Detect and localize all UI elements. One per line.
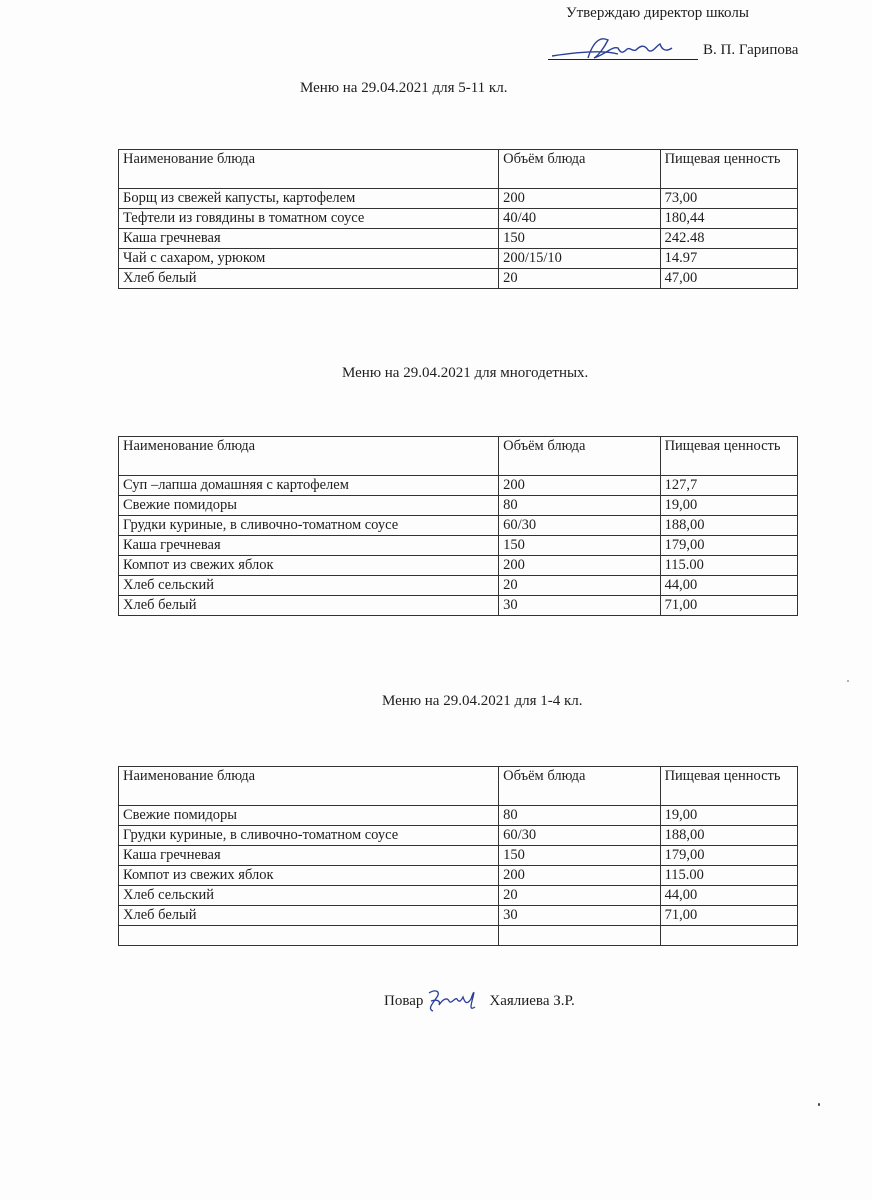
menu-title-1-4: Меню на 29.04.2021 для 1-4 кл. (382, 693, 583, 709)
table-row-empty (119, 926, 798, 946)
menu-table-1-4 (118, 766, 798, 946)
table-row (119, 496, 798, 516)
portion: 80 (499, 496, 660, 516)
table-row (119, 536, 798, 556)
cook-signature-icon (425, 987, 483, 1015)
director-name: В. П. Гарипова (703, 42, 799, 58)
nutrition: 180,44 (660, 209, 797, 229)
dish-name: Чай с сахаром, урюком (119, 249, 499, 269)
table-row (119, 576, 798, 596)
nutrition: 242.48 (660, 229, 797, 249)
portion: 200 (499, 556, 660, 576)
nutrition: 188,00 (660, 826, 797, 846)
table-row (119, 556, 798, 576)
table-row (119, 906, 798, 926)
table-row (119, 596, 798, 616)
table-row (119, 806, 798, 826)
nutrition: 71,00 (660, 906, 797, 926)
portion (499, 926, 660, 946)
table-row (119, 886, 798, 906)
column-header-dish: Наименование блюда (119, 767, 499, 806)
nutrition: 44,00 (660, 576, 797, 596)
nutrition: 44,00 (660, 886, 797, 906)
dish-name: Свежие помидоры (119, 496, 499, 516)
dish-name: Грудки куриные, в сливочно-томатном соусе (119, 516, 499, 536)
portion: 150 (499, 846, 660, 866)
menu-table-5-11 (118, 149, 798, 289)
portion: 200 (499, 189, 660, 209)
dish-name: Свежие помидоры (119, 806, 499, 826)
portion: 30 (499, 596, 660, 616)
table-row (119, 209, 798, 229)
portion: 20 (499, 886, 660, 906)
nutrition: 14.97 (660, 249, 797, 269)
menu-table-large-families (118, 436, 798, 616)
nutrition: 127,7 (660, 476, 797, 496)
portion: 60/30 (499, 516, 660, 536)
table-row (119, 516, 798, 536)
nutrition: 179,00 (660, 536, 797, 556)
cook-name: Хаялиева З.Р. (489, 992, 575, 1009)
director-signature (548, 34, 698, 64)
nutrition: 115.00 (660, 866, 797, 886)
cook-signature-block (384, 987, 575, 1015)
dish-name: Хлеб сельский (119, 576, 499, 596)
signature-underline (548, 59, 698, 60)
nutrition: 19,00 (660, 806, 797, 826)
dish-name: Хлеб белый (119, 906, 499, 926)
portion: 200/15/10 (499, 249, 660, 269)
nutrition: 47,00 (660, 269, 797, 289)
portion: 20 (499, 269, 660, 289)
column-header-nutrition: Пищевая ценность (660, 150, 797, 189)
dish-name: Хлеб белый (119, 596, 499, 616)
scan-speck (818, 1103, 820, 1106)
nutrition: 115.00 (660, 556, 797, 576)
portion: 60/30 (499, 826, 660, 846)
dish-name: Суп –лапша домашняя с картофелем (119, 476, 499, 496)
nutrition: 73,00 (660, 189, 797, 209)
table-row (119, 249, 798, 269)
table-row (119, 866, 798, 886)
dish-name: Компот из свежих яблок (119, 866, 499, 886)
column-header-nutrition: Пищевая ценность (660, 437, 797, 476)
portion: 20 (499, 576, 660, 596)
column-header-dish: Наименование блюда (119, 437, 499, 476)
cook-label: Повар (384, 992, 424, 1009)
table-row (119, 189, 798, 209)
scan-speck (847, 680, 849, 682)
table-row (119, 846, 798, 866)
dish-name: Грудки куриные, в сливочно-томатном соусе (119, 826, 499, 846)
portion: 40/40 (499, 209, 660, 229)
dish-name: Каша гречневая (119, 846, 499, 866)
dish-name: Хлеб сельский (119, 886, 499, 906)
table-header-row (119, 437, 798, 476)
table-row (119, 269, 798, 289)
dish-name: Тефтели из говядины в томатном соусе (119, 209, 499, 229)
nutrition: 179,00 (660, 846, 797, 866)
table-header-row (119, 150, 798, 189)
dish-name (119, 926, 499, 946)
menu-title-5-11: Меню на 29.04.2021 для 5-11 кл. (300, 80, 508, 96)
table-row (119, 476, 798, 496)
portion: 150 (499, 229, 660, 249)
column-header-nutrition: Пищевая ценность (660, 767, 797, 806)
approval-text: Утверждаю директор школы (566, 5, 749, 21)
nutrition: 19,00 (660, 496, 797, 516)
portion: 30 (499, 906, 660, 926)
dish-name: Хлеб белый (119, 269, 499, 289)
column-header-portion: Объём блюда (499, 767, 660, 806)
nutrition: 71,00 (660, 596, 797, 616)
dish-name: Борщ из свежей капусты, картофелем (119, 189, 499, 209)
column-header-portion: Объём блюда (499, 150, 660, 189)
nutrition: 188,00 (660, 516, 797, 536)
table-row (119, 229, 798, 249)
dish-name: Каша гречневая (119, 229, 499, 249)
nutrition (660, 926, 797, 946)
table-header-row (119, 767, 798, 806)
portion: 150 (499, 536, 660, 556)
menu-title-large-families: Меню на 29.04.2021 для многодетных. (342, 365, 589, 381)
table-row (119, 826, 798, 846)
portion: 80 (499, 806, 660, 826)
portion: 200 (499, 476, 660, 496)
column-header-portion: Объём блюда (499, 437, 660, 476)
column-header-dish: Наименование блюда (119, 150, 499, 189)
portion: 200 (499, 866, 660, 886)
dish-name: Компот из свежих яблок (119, 556, 499, 576)
dish-name: Каша гречневая (119, 536, 499, 556)
